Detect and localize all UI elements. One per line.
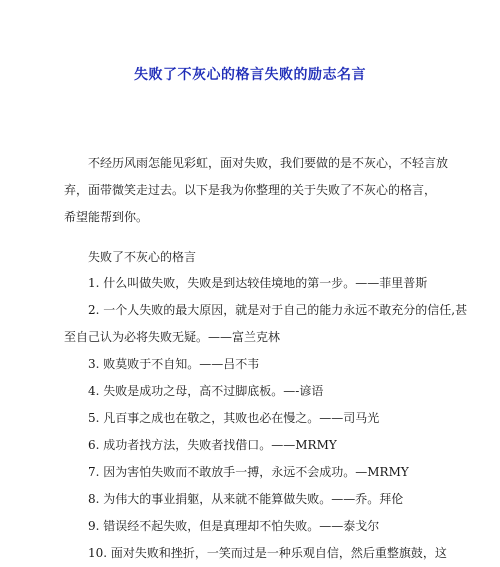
quote-item	[64, 486, 444, 513]
quote-item	[64, 459, 444, 486]
quote-text: 6. 成功者找方法，失败者找借口。——MRMY	[88, 438, 337, 452]
quote-item	[64, 432, 444, 459]
quote-text: 1. 什么叫做失败，失败是到达较佳境地的第一步。——菲里普斯	[88, 276, 428, 290]
quote-text-continued: 至自己认为必将失败无疑。——富兰克林	[64, 330, 281, 344]
section-heading: 失败了不灰心的格言	[88, 250, 197, 264]
quote-item	[64, 405, 444, 432]
intro-line: 不经历风雨怎能见彩虹，面对失败，我们要做的是不灰心，不轻言放	[88, 156, 449, 170]
intro-line: 希望能帮到你。	[64, 210, 149, 224]
quote-text: 10. 面对失败和挫折，一笑而过是一种乐观自信，然后重整旗鼓，这	[88, 546, 447, 560]
quote-item	[64, 297, 468, 351]
quote-text: 8. 为伟大的事业捐躯，从来就不能算做失败。——乔。拜伦	[88, 492, 404, 506]
quote-list	[64, 270, 468, 567]
quote-text: 2. 一个人失败的最大原因，就是对于自己的能力永远不敢充分的信任,甚	[88, 303, 468, 317]
quote-text: 7. 因为害怕失败而不敢放手一搏，永远不会成功。—MRMY	[88, 465, 409, 479]
intro-paragraph	[64, 150, 449, 231]
quote-text: 9. 错误经不起失败，但是真理却不怕失败。——泰戈尔	[88, 519, 380, 533]
quote-item	[64, 540, 447, 567]
intro-line: 弃，面带微笑走过去。以下是我为你整理的关于失败了不灰心的格言，	[64, 183, 437, 197]
quote-text: 5. 凡百事之成也在敬之，其败也必在慢之。——司马光	[88, 411, 380, 425]
quote-item	[64, 351, 444, 378]
document-title: 失败了不灰心的格言失败的励志名言	[134, 67, 366, 83]
quote-item	[64, 270, 444, 297]
quote-item	[64, 378, 444, 405]
quote-item	[64, 513, 444, 540]
quote-text: 3. 败莫败于不自知。——吕不韦	[88, 357, 260, 371]
quote-text: 4. 失败是成功之母，高不过脚底板。—-谚语	[88, 384, 324, 398]
